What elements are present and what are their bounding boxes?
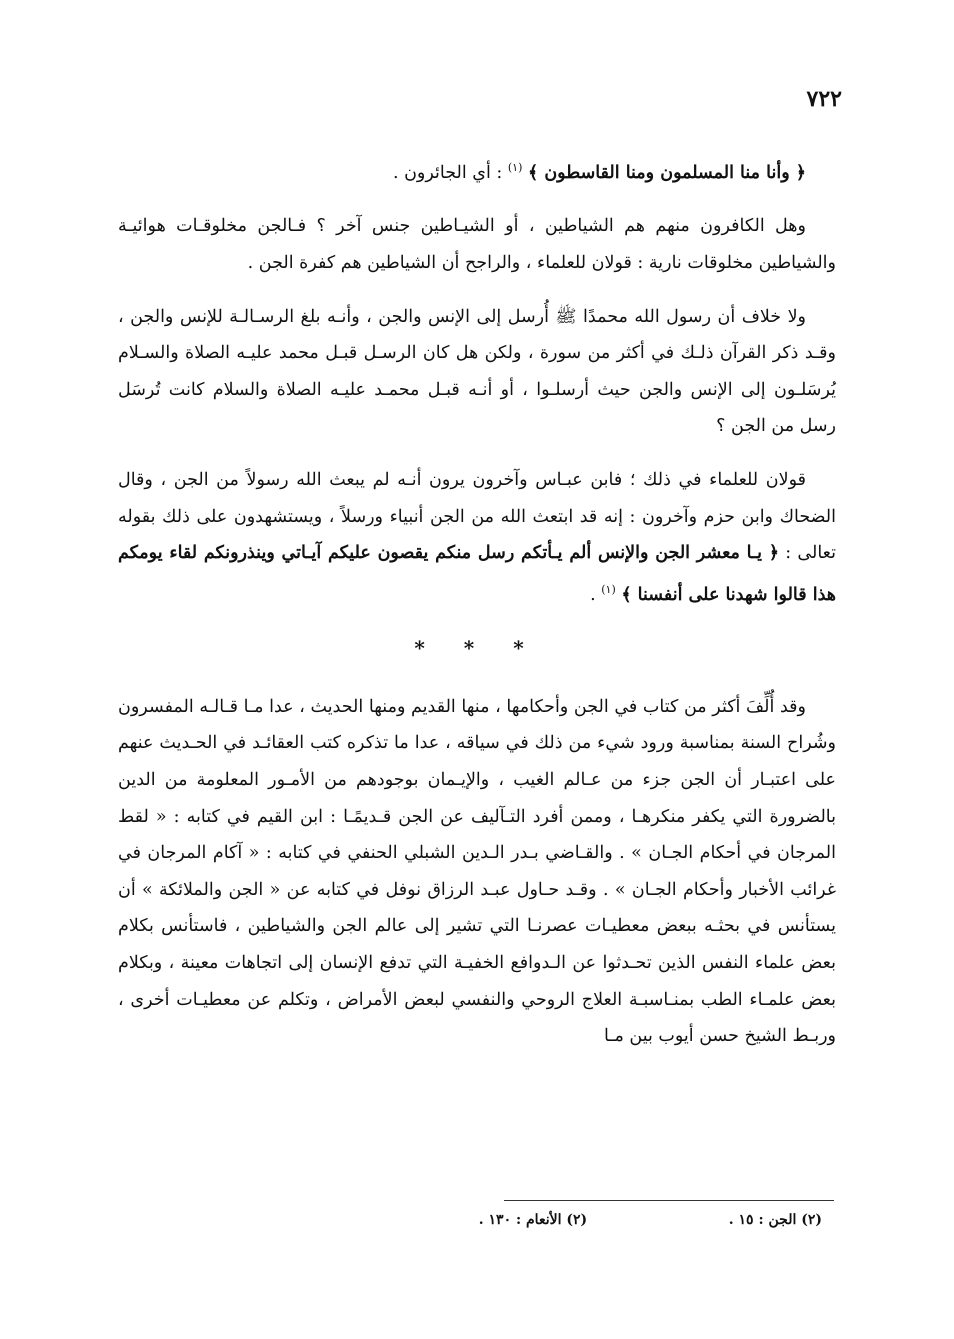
section-separator: * * * bbox=[414, 636, 540, 661]
paragraph-text: : أي الجائرون . bbox=[392, 162, 503, 183]
paragraph-2: وهل الكافرون منهم هم الشياطين ، أو الشيـاطين جنس آخر ؟ فـالجن مخلوقـات هوائيـة والشياطين مخلوقات نارية : قولان للعلماء ، والراجح أن الشياطين هم كفرة الجن . bbox=[118, 216, 836, 274]
footnote-divider bbox=[504, 1200, 834, 1201]
footnote-ref: (١) bbox=[507, 161, 523, 174]
paragraph-text: . bbox=[590, 584, 602, 605]
page-body bbox=[118, 150, 836, 1072]
paragraph-3: ولا خلاف أن رسول الله محمدًا ﷺ أُرسل إلى الإنس والجن ، وأنـه بلغ الرسـالـة للإنس والجن ، وقـد ذكر القرآن ذلـك في أكثر من سورة ، ولكن هل كان الرسـل قبـل محمد عليـه الصلاة والسـلام يُرسَلـون إلى الإنس والجن حيث أرسلـوا ، أو أنـه قبـل محمـد عليـه الصلاة والسلام كانت تُرسَل رسل من الجن ؟ bbox=[118, 306, 836, 437]
footnote-2: (٢) الأنعام : ١٣٠ . bbox=[478, 1212, 588, 1228]
paragraph-4 bbox=[118, 462, 836, 613]
quran-quote: ﴿ يـا معشر الجن والإنس ألم يـأتكم رسل منكم يقصون عليكم آيـاتي وينذرونكم لقاء يومكم هذا قالوا شهدنا على أنفسنا ﴾ bbox=[118, 543, 836, 605]
footnotes bbox=[122, 1212, 822, 1228]
paragraph-5: وقد أُلِّفَ أكثر من كتاب في الجن وأحكامها ، منها القديم ومنها الحديث ، عدا مـا قـالـه المفسرون وشُراح السنة بمناسبة ورود شيء من ذلك في سياقه ، عدا ما تذكره كتب العقائـد في الحـديث عنهم على اعتبـار أن الجن جزء من عـالم الغيب ، والإيـمان بوجودهم من الأمـور المعلومة من الدين بالضرورة التي يكفر منكرهـا ، وممن أفرد التـآليف عن الجن قـديمًـا : ابن القيم في كتابه : « لقط المرجان في أحكام الجـان » . والقـاضي بـدر الـدين الشبلي الحنفي في كتابه : « آكام المرجان في غرائب الأخبار وأحكام الجـان » . وقـد حـاول عبـد الرزاق نوفل في كتابه عن « الجن والملائكة » أن يستأنس في بحثـه ببعض معطيـات عصرنـا التي تشير إلى عالم الجن والشياطين ، فاستأنس بكلام بعض علماء النفس الذين تحـدثوا عن الـدوافع الخفيـة التي تدفع الإنسان إلى اتجاهات معينة ، وبكلام بعض علمـاء الطب بمنـاسبـة العلاج الروحي والنفسي لبعض الأمراض ، وتكلم عن معطيـات أخرى ، وربـط الشيخ حسن أيوب بين مـا bbox=[118, 696, 836, 1047]
paragraph-1 bbox=[118, 150, 836, 191]
footnote-ref: (١) bbox=[601, 582, 616, 596]
quran-quote: ﴿ وأنا منا المسلمون ومنا القاسطون ﴾ bbox=[527, 162, 806, 183]
paragraph-text: قولان للعلماء في ذلك ؛ فابن عبـاس وآخرون يرون أنـه لم يبعث الله رسولاً من الجن ، وقال الضحاك وابن حزم وآخرون : إنه قد ابتعث الله من الجن أنبياء ورسلاً ، ويستشهدون على ذلك بقوله تعالى : bbox=[118, 469, 836, 564]
page-number: ٧٢٢ bbox=[806, 86, 842, 112]
footnote-1: (٢) الجن : ١٥ . bbox=[728, 1212, 822, 1228]
